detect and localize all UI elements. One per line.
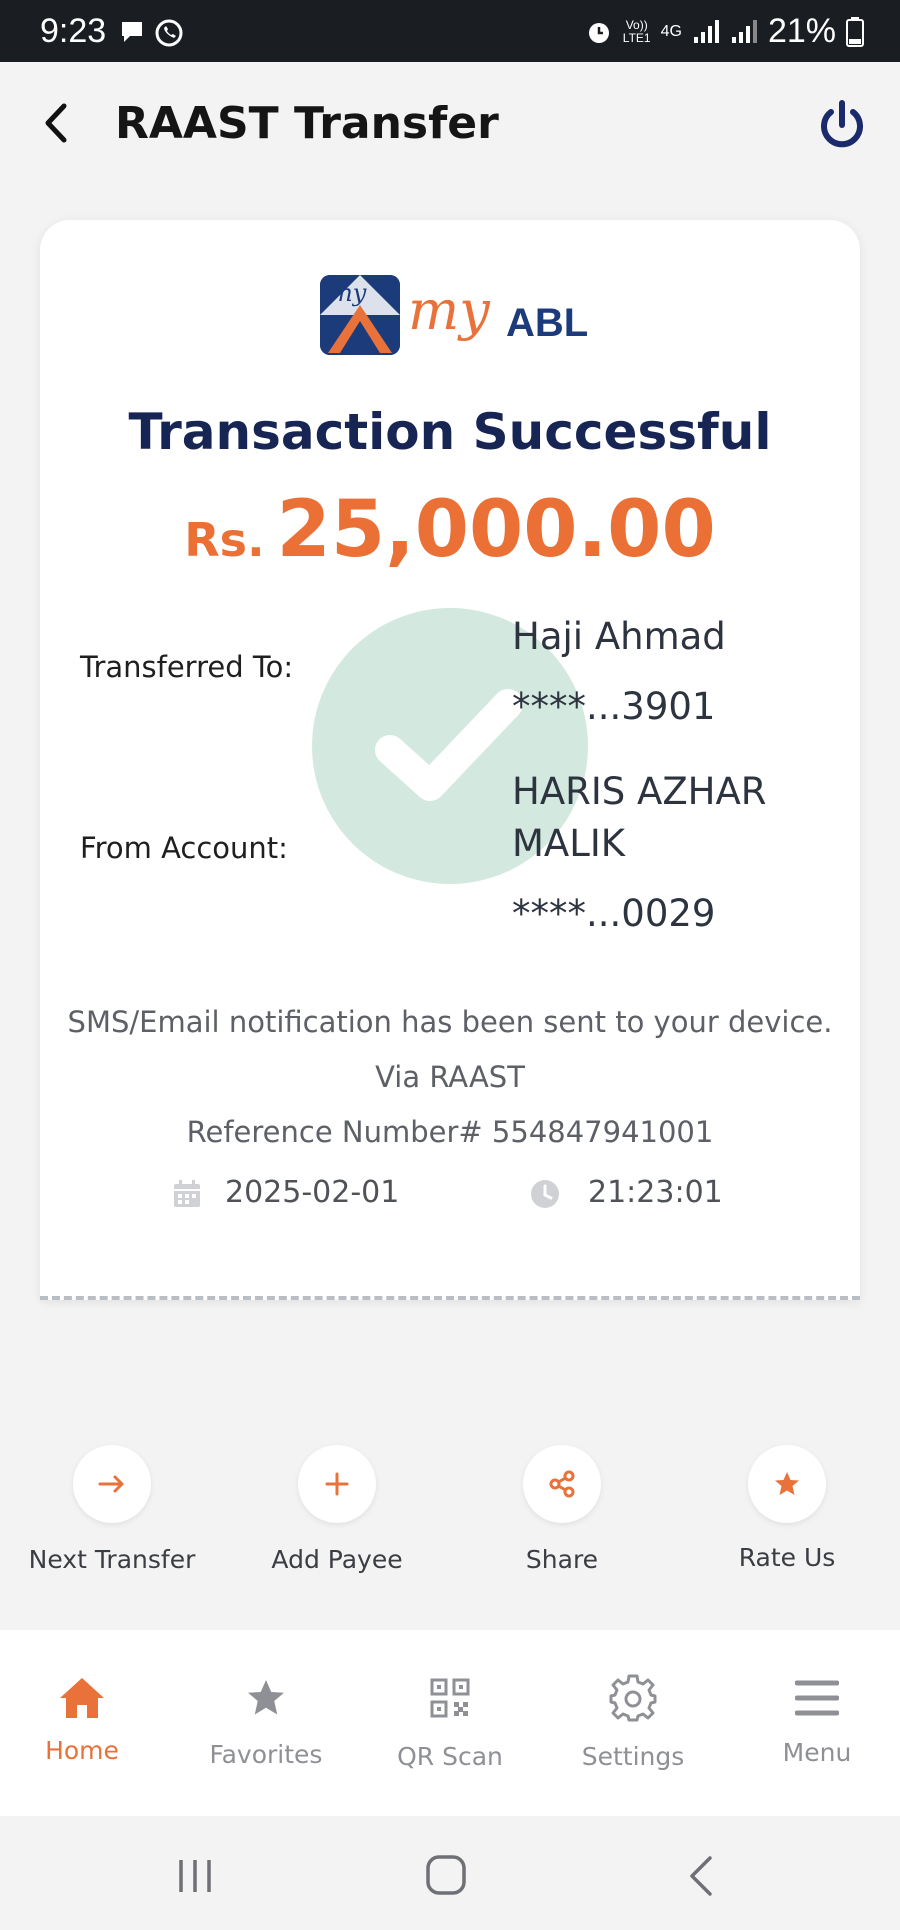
status-time: 9:23: [40, 12, 107, 50]
next-transfer-button[interactable]: [12, 1445, 212, 1574]
battery-percent: 21%: [767, 12, 836, 50]
tab-qr-scan-label: QR Scan: [397, 1742, 503, 1771]
star-icon: [773, 1470, 801, 1498]
arrow-right-icon: [98, 1474, 126, 1494]
home-icon: [58, 1676, 106, 1720]
rate-us-button[interactable]: [687, 1445, 887, 1572]
transaction-time: 21:23:01: [588, 1175, 723, 1210]
clock-icon: [530, 1179, 560, 1209]
page-title: RAAST Transfer: [115, 98, 499, 149]
receipt-card: [40, 220, 860, 1300]
battery-icon: [846, 17, 864, 47]
signal-icon: [692, 19, 720, 45]
home-nav-icon[interactable]: [425, 1854, 467, 1896]
logout-button[interactable]: [814, 97, 870, 153]
reference-number: Reference Number# 554847941001: [186, 1115, 714, 1149]
sender-name-line2: MALIK: [512, 822, 626, 865]
tab-favorites[interactable]: [176, 1670, 356, 1769]
signal-icon-2: [730, 19, 758, 45]
app-header: [0, 62, 900, 187]
gear-icon: [609, 1674, 657, 1722]
back-button[interactable]: [40, 98, 80, 148]
payee-account: ****...3901: [512, 685, 716, 728]
alarm-icon: [585, 18, 613, 46]
payee-name: Haji Ahmad: [512, 615, 726, 658]
transaction-date: 2025-02-01: [225, 1175, 400, 1210]
tab-favorites-label: Favorites: [209, 1740, 323, 1769]
logo-abl-text: ABL: [506, 301, 589, 345]
qr-code-icon: [430, 1678, 470, 1718]
add-payee-button[interactable]: [237, 1445, 437, 1574]
receipt-actions: [0, 1445, 900, 1585]
tab-settings-label: Settings: [581, 1742, 685, 1771]
status-bar: [0, 0, 900, 62]
chat-bubble-icon: [118, 18, 146, 46]
myabl-logo: [320, 275, 589, 365]
logo-mark: [320, 275, 400, 355]
receipt-tear-edge: [40, 1296, 860, 1300]
share-icon: [548, 1470, 576, 1498]
currency-label: Rs.: [184, 513, 265, 567]
amount: [40, 485, 860, 575]
sender-name-line1: HARIS AZHAR: [512, 770, 767, 813]
calendar-icon: [172, 1179, 202, 1209]
logo-my-text: my: [408, 279, 490, 342]
via-text: Via RAAST: [375, 1060, 525, 1094]
transaction-status-title: Transaction Successful: [128, 403, 772, 461]
bottom-tab-bar: [0, 1630, 900, 1816]
plus-icon: [325, 1472, 349, 1496]
power-icon: [814, 97, 870, 153]
transferred-to-label: Transferred To:: [80, 650, 294, 684]
recent-apps-icon[interactable]: [175, 1856, 215, 1896]
tab-qr-scan[interactable]: [360, 1670, 540, 1771]
volte-badge: Vo)) LTE1: [622, 17, 651, 45]
tab-home[interactable]: [0, 1670, 172, 1765]
hamburger-icon: [795, 1678, 839, 1718]
notification-text: SMS/Email notification has been sent to your device.: [67, 1005, 833, 1039]
rate-us-label: Rate Us: [738, 1543, 836, 1572]
star-icon: [244, 1677, 288, 1719]
share-button[interactable]: [462, 1445, 662, 1574]
amount-value: 25,000.00: [276, 485, 716, 575]
tab-menu-label: Menu: [782, 1738, 852, 1767]
sender-account: ****...0029: [512, 892, 716, 935]
next-transfer-label: Next Transfer: [28, 1545, 196, 1574]
system-nav-bar: [0, 1816, 900, 1930]
whatsapp-icon: [154, 18, 184, 48]
date-time-row: [40, 1175, 860, 1215]
tab-menu[interactable]: [727, 1670, 900, 1767]
svg-text:my: my: [330, 279, 367, 307]
add-payee-label: Add Payee: [271, 1545, 403, 1574]
notification-icons: [118, 18, 184, 48]
back-nav-icon[interactable]: [686, 1854, 716, 1898]
tab-settings[interactable]: [543, 1670, 723, 1771]
network-type: 4G: [660, 23, 682, 40]
share-label: Share: [525, 1545, 599, 1574]
from-account-label: From Account:: [80, 831, 288, 865]
tab-home-label: Home: [45, 1736, 119, 1765]
back-arrow-icon: [40, 98, 70, 148]
